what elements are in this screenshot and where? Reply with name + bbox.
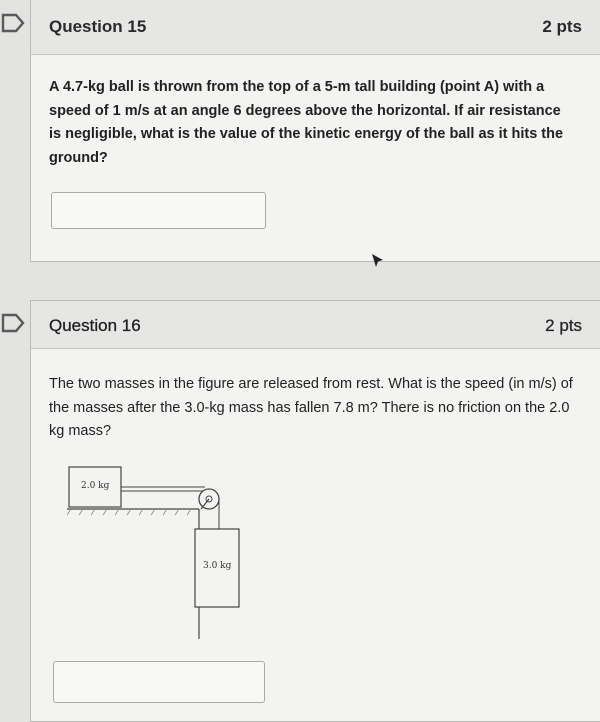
question-16-text: The two masses in the figure are released from rest. What is the speed (in m/s) of the masses after the 3.0-kg mass has fallen 7.8 m? There is no friction on the 2.0 kg mass? <box>49 376 573 439</box>
question-15-answer-input[interactable] <box>51 192 266 229</box>
question-15-card <box>30 0 600 262</box>
question-15-points: 2 pts <box>542 17 582 36</box>
question-16-header <box>31 301 600 349</box>
question-16-points: 2 pts <box>545 316 582 335</box>
question-15-text: A 4.7-kg ball is thrown from the top of a 5-m tall building (point A) with a speed of 1 m/s at an angle 6 degrees above the horizontal. If air resistance is negligible, what is the value of the kinetic energy of the ball as it hits the ground? <box>49 79 564 166</box>
mass-label-2kg: 2.0 kg <box>81 481 110 491</box>
flag-question-16-icon[interactable] <box>0 312 26 334</box>
mouse-pointer-icon <box>371 253 385 274</box>
question-16-card <box>30 300 600 722</box>
question-15-title: Question 15 <box>49 17 147 36</box>
pulley-figure <box>67 461 247 641</box>
question-15-header <box>31 0 600 55</box>
mass-label-3kg: 3.0 kg <box>203 561 232 571</box>
question-16-title: Question 16 <box>49 316 141 335</box>
flag-question-15-icon[interactable] <box>0 12 26 34</box>
question-16-answer-input[interactable] <box>53 661 265 703</box>
